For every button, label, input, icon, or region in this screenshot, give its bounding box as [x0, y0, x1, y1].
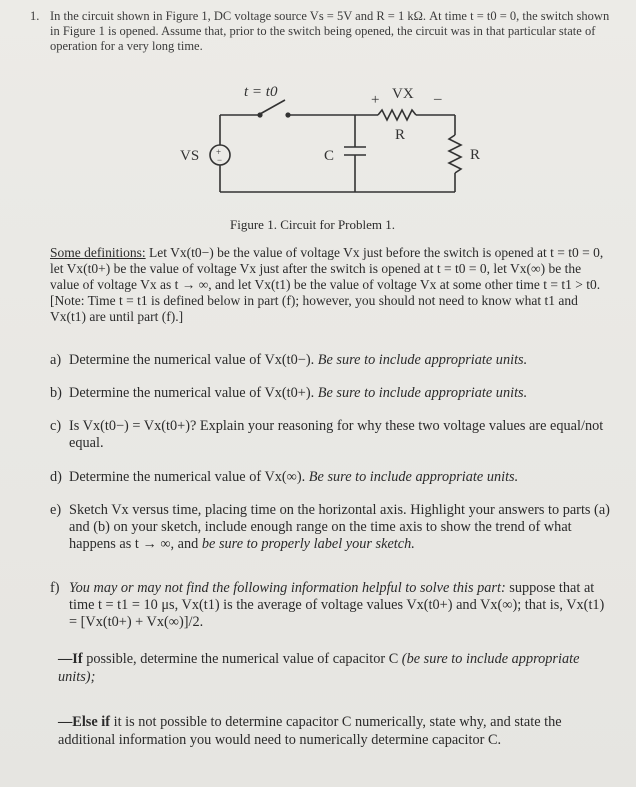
part-d-note: Be sure to include appropriate units. — [305, 469, 519, 485]
part-e-note: be sure to properly label your sketch. — [198, 536, 415, 552]
source-label: VS — [180, 148, 200, 164]
source-plus-sign: + — [216, 147, 222, 157]
part-f-else-text: it is not possible to determine capacitor C numerically, state why, and state the additional information you would need to numerically determine capacitor C. — [58, 714, 562, 748]
switch-label: t = t0 — [244, 84, 278, 100]
figure-caption: Figure 1. Circuit for Problem 1. — [230, 217, 396, 232]
part-d-label: d) — [50, 469, 62, 485]
vx-minus-label: – — [434, 91, 442, 107]
part-c-text: Is Vx(t0−) = Vx(t0+)? Explain your reasoning for why these two voltage values are equal/not equal. — [69, 418, 604, 451]
definitions-paragraph — [50, 245, 610, 325]
part-a-text: Determine the numerical value of Vx(t0−). — [69, 352, 315, 368]
resistor-top-label: R — [395, 127, 406, 143]
part-f-if-note: (be sure to include appropriate units); — [58, 651, 580, 685]
vx-label: VX — [392, 86, 414, 102]
switch-contact — [286, 113, 290, 117]
part-f-if — [58, 650, 618, 686]
part-f-if-text: possible, determine the numerical value of capacitor C — [82, 651, 399, 667]
part-a-label: a) — [50, 352, 62, 368]
part-b-note: Be sure to include appropriate units. — [314, 385, 528, 401]
part-b-label: b) — [50, 385, 62, 401]
part-f-else — [58, 713, 618, 749]
part-e-text: Sketch Vx versus time, placing time on the horizontal axis. Highlight your answers to parts (a) and (b) on your sketch, include enough range on the time axis to show the trend of what happens as t → ∞, and — [69, 502, 610, 552]
part-f-if-lead: —If — [58, 651, 83, 667]
part-f-text: suppose that at time t = t1 = 10 μs, Vx(t1) is the average of voltage values Vx(t0+) and Vx(∞); that is, Vx(t1) = [Vx(t0+) + Vx(∞)]/2. — [69, 580, 605, 630]
definitions-text: Let Vx(t0−) be the value of voltage Vx just before the switch is opened at t = t0 = 0, let Vx(t0+) be the value of voltage Vx just after the switch is opened at t = t0 = 0, let Vx(∞) be the value of voltage Vx as t → ∞, and let Vx(t1) be the value of voltage Vx at some other time t = t1 > t0. [Note: Time t = t1 is defined below in part (f); however, you should not need to know what t1 and Vx(t1) are until part (f).] — [50, 245, 604, 324]
problem-number: 1. — [30, 9, 40, 23]
switch-blade — [260, 100, 285, 114]
problem-intro-text: In the circuit shown in Figure 1, DC voltage source Vs = 5V and R = 1 kΩ. At time t = t0 = 0, the switch shown in Figure 1 is opened. Assume that, prior to the switch being opened, the circuit was in that particular state of operation for a very long time. — [50, 9, 610, 53]
vx-plus-label: + — [371, 92, 380, 108]
part-e-label: e) — [50, 502, 62, 518]
part-c-label: c) — [50, 418, 62, 434]
part-d-text: Determine the numerical value of Vx(∞). — [69, 469, 306, 485]
resistor-vertical — [449, 135, 461, 173]
resistor-horizontal — [378, 110, 416, 120]
part-a-note: Be sure to include appropriate units. — [314, 352, 528, 368]
part-f-lead: You may or may not find the following information helpful to solve this part: — [69, 580, 506, 596]
circuit-figure — [0, 0, 636, 240]
part-f-label: f) — [50, 580, 60, 596]
capacitor-label: C — [324, 148, 335, 164]
resistor-side-label: R — [470, 147, 481, 163]
definitions-heading: Some definitions: — [50, 245, 146, 260]
part-f-else-lead: —Else if — [58, 714, 111, 730]
part-b-text: Determine the numerical value of Vx(t0+). — [69, 385, 315, 401]
source-minus-sign: − — [217, 155, 223, 165]
